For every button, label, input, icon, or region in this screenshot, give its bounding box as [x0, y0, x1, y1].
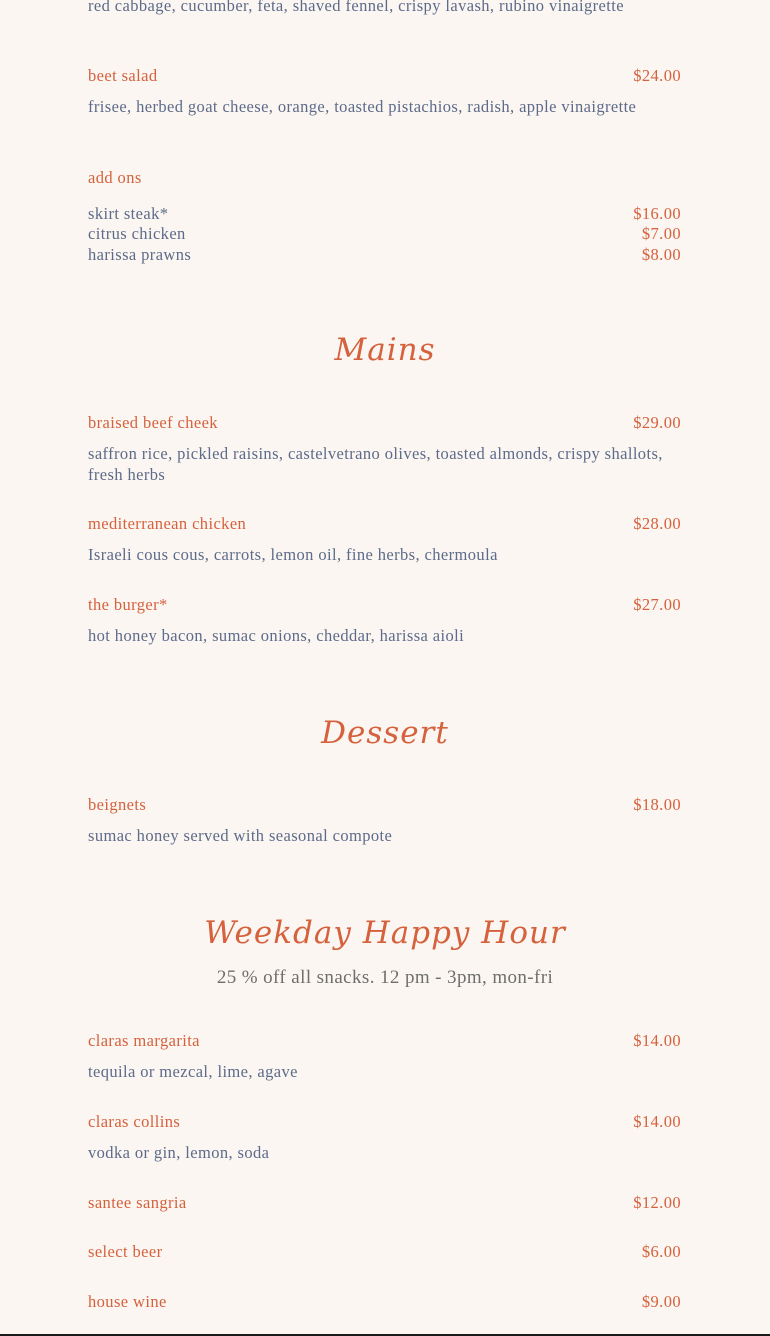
menu-item-price: $6.00: [641, 1242, 681, 1261]
section-title-happy-hour: Weekday Happy Hour: [204, 915, 566, 951]
happy-hour-subtitle: 25 % off all snacks. 12 pm - 3pm, mon-fri: [216, 967, 554, 988]
item-description: vodka or gin, lemon, soda: [88, 1143, 270, 1162]
menu-item-name: claras collins: [88, 1112, 181, 1131]
section-title-dessert: Dessert: [321, 715, 449, 751]
add-on-price: $16.00: [633, 204, 681, 223]
menu-item-price: $24.00: [633, 66, 681, 85]
menu-item-name: select beer: [88, 1242, 163, 1261]
menu-item-name: the burger*: [88, 595, 168, 614]
menu-item-name: santee sangria: [88, 1193, 187, 1212]
add-on-name: citrus chicken: [88, 224, 186, 243]
add-on-name: harissa prawns: [88, 245, 192, 264]
menu-item-name: braised beef cheek: [88, 413, 218, 432]
menu-item-name: beignets: [88, 795, 147, 814]
item-description: saffron rice, pickled raisins, castelvetrano olives, toasted almonds, crispy shallots, fresh herbs: [88, 444, 663, 484]
item-description: tequila or mezcal, lime, agave: [88, 1062, 298, 1081]
menu-item-name: mediterranean chicken: [88, 514, 247, 533]
menu-item-price: $14.00: [633, 1031, 681, 1050]
menu-item-name: beet salad: [88, 66, 158, 85]
item-description: sumac honey served with seasonal compote: [88, 826, 393, 845]
menu-item-price: $12.00: [633, 1193, 681, 1212]
menu-item-price: $29.00: [633, 413, 681, 432]
item-description: frisee, herbed goat cheese, orange, toasted pistachios, radish, apple vinaigrette: [88, 97, 637, 116]
add-ons-label: add ons: [88, 168, 142, 187]
menu-item-name: claras margarita: [88, 1031, 200, 1050]
menu-item-price: $18.00: [633, 795, 681, 814]
menu-item-price: $14.00: [633, 1112, 681, 1131]
menu-item-price: $27.00: [633, 595, 681, 614]
item-description: red cabbage, cucumber, feta, shaved fennel, crispy lavash, rubino vinaigrette: [88, 0, 624, 15]
add-on-name: skirt steak*: [88, 204, 169, 223]
menu-item-price: $28.00: [633, 514, 681, 533]
item-description: hot honey bacon, sumac onions, cheddar, harissa aioli: [88, 626, 465, 645]
menu-item-price: $9.00: [641, 1292, 681, 1311]
add-on-price: $7.00: [641, 224, 681, 243]
add-on-price: $8.00: [641, 245, 681, 264]
menu-item-name: house wine: [88, 1292, 167, 1311]
section-title-mains: Mains: [334, 332, 436, 368]
item-description: Israeli cous cous, carrots, lemon oil, fine herbs, chermoula: [88, 545, 498, 564]
